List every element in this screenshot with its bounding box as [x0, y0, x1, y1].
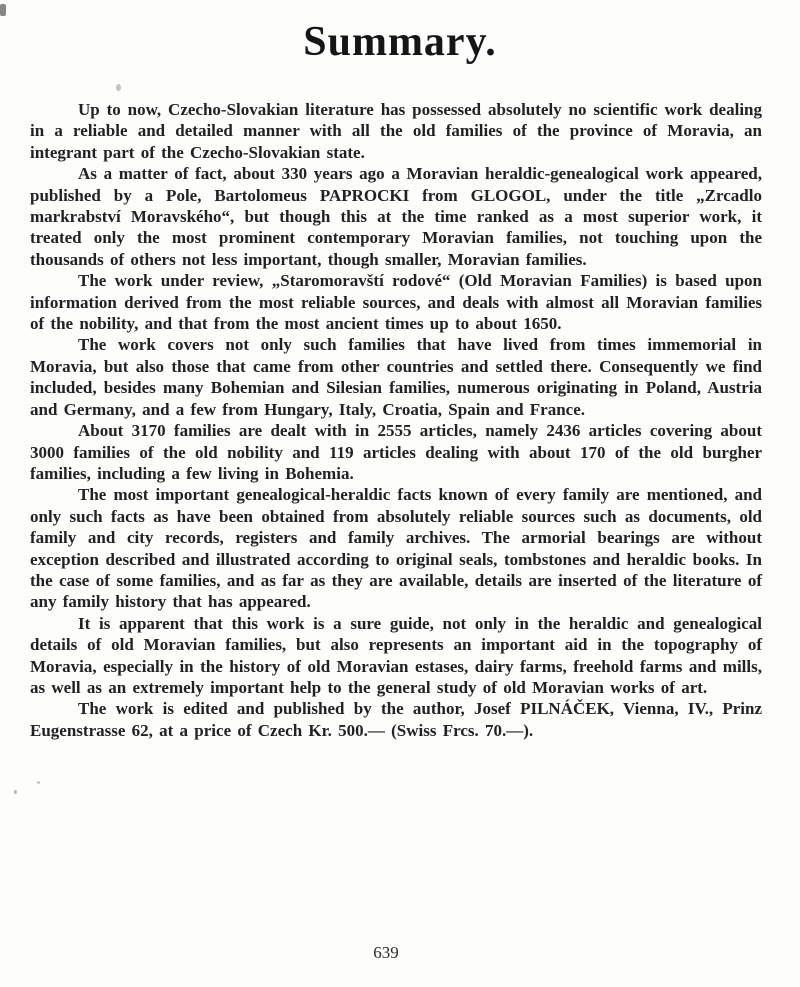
paragraph: The work is edited and published by the author, Josef PILNÁČEK, Vienna, IV., Prinz Eugenstrasse 62, at a price of Czech Kr. 500.— (Swiss Frcs. 70.—). — [30, 699, 762, 740]
scan-artifact — [37, 781, 40, 784]
scan-artifact — [14, 790, 17, 794]
page-number: 639 — [373, 943, 399, 962]
paragraph: About 3170 families are dealt with in 2555 articles, namely 2436 articles covering about 3000 families of the old nobility and 119 articles dealing with about 170 of the old burgher families, including a few living in Bohemia. — [30, 421, 762, 483]
scan-artifact — [0, 4, 6, 16]
paragraph: The most important genealogical-heraldic facts known of every family are mentioned, and only such facts as have been obtained from absolutely reliable sources such as documents, old family and city records, registers and family archives. The armorial bearings are without exception described and illustrated according to original seals, tombstones and heraldic books. In the case of some families, and as far as they are available, details are inserted of the literature of any family history that has appeared. — [30, 485, 762, 612]
paragraph: It is apparent that this work is a sure guide, not only in the heraldic and genealogical details of old Moravian families, but also represents an important aid in the topography of Moravia, especially in the history of old Moravian estases, dairy farms, freehold farms and mills, as well as an extremely important help to the general study of old Moravian works of art. — [30, 613, 762, 697]
paragraph: The work under review, „Staromoravští rodové“ (Old Moravian Families) is based upon information derived from the most reliable sources, and deals with almost all Moravian families of the nobility, and that from the most ancient times up to about 1650. — [30, 271, 762, 334]
paragraph: The work covers not only such families that have lived from times immemorial in Moravia, but also those that came from other countries and settled there. Consequently we find included, besides many Bohemian and Silesian families, numerous originating in Poland, Austria and Germany, and a few from Hungary, Italy, Croatia, Spain and France. — [30, 335, 762, 419]
paragraph: As a matter of fact, about 330 years ago a Moravian heraldic-genealogical work appeared, published by a Pole, Bartolomeus PAPROCKI from GLOGOL, under the title „Zrcadlo markrabství Moravského“, but though this at the time ranked as a most superior work, it treated only the most prominent contemporary Moravian families, not touching upon the thousands of others not less important, though smaller, Moravian families. — [30, 164, 762, 269]
scan-artifact — [116, 84, 121, 91]
page-title: Summary. — [303, 19, 497, 65]
article-body — [30, 99, 762, 741]
paragraph: Up to now, Czecho-Slovakian literature has possessed absolutely no scientific work dealing in a reliable and detailed manner with all the old families of the province of Moravia, an integrant part of the Czecho-Slovakian state. — [30, 100, 762, 162]
